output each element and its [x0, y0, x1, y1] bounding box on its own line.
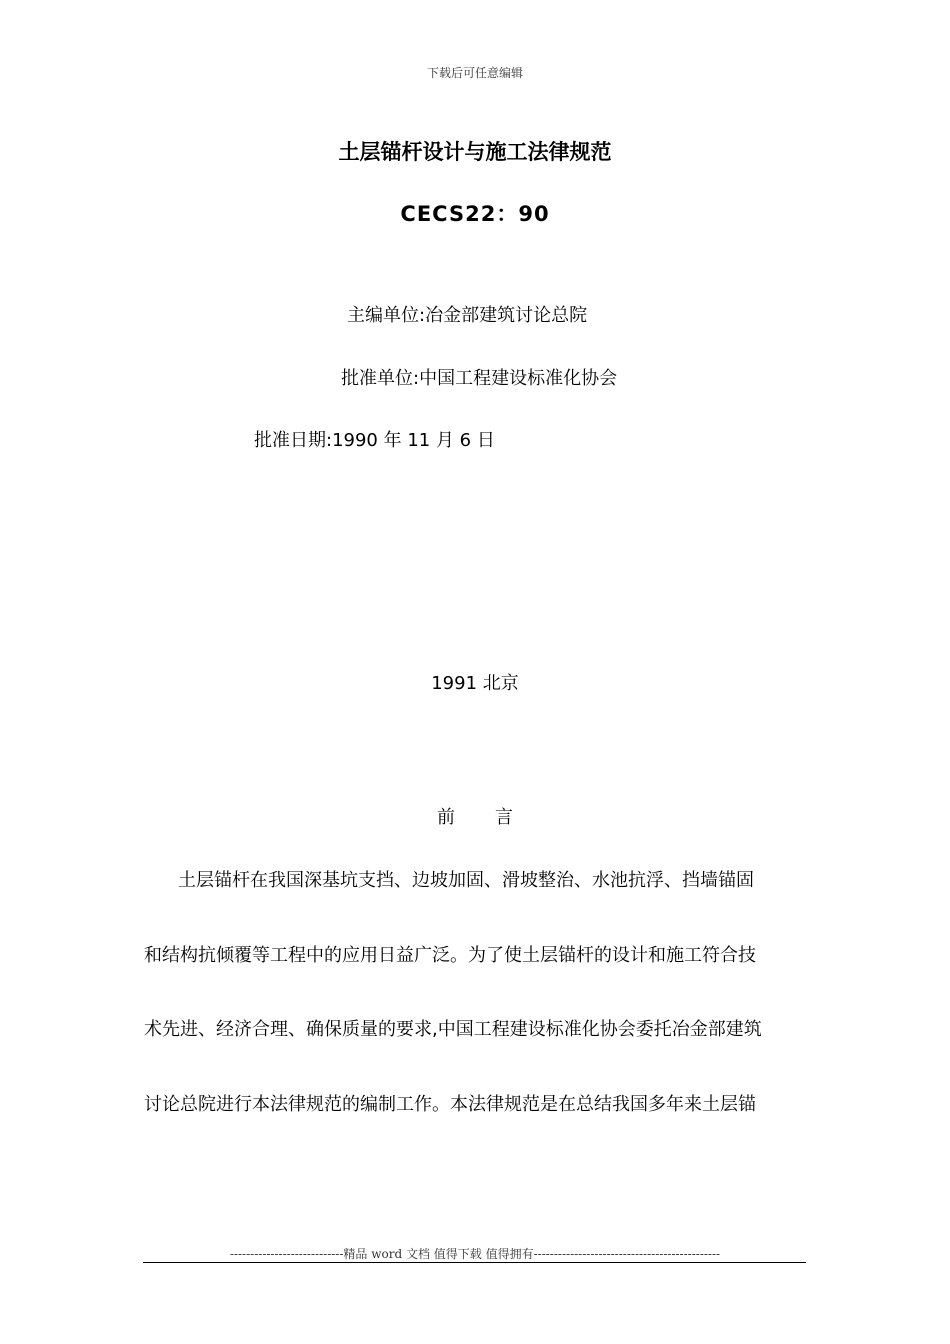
editor-unit: 主编单位:冶金部建筑讨论总院: [347, 305, 588, 326]
preface-heading: [0, 803, 950, 829]
standard-code: CECS22：90: [400, 202, 550, 226]
preface-heading-char-1: 前: [437, 807, 455, 828]
header-note: 下载后可任意编辑: [426, 66, 523, 80]
place-year: 1991 北京: [431, 673, 519, 694]
preface-heading-char-2: 言: [495, 807, 513, 828]
preface-line: 讨论总院进行本法律规范的编制工作。本法律规范是在总结我国多年来土层锚: [144, 1094, 756, 1115]
footer-divider: [143, 1262, 806, 1263]
preface-line: 和结构抗倾覆等工程中的应用日益广泛。为了使土层锚杆的设计和施工符合技: [144, 945, 756, 966]
approval-unit: 批准单位:中国工程建设标准化协会: [341, 368, 618, 389]
preface-line: 术先进、经济合理、确保质量的要求,中国工程建设标准化协会委托冶金部建筑: [144, 1019, 762, 1040]
footer-note: ----------------------------精品 word 文档 值得下载 值得拥有----------------------------------------------: [229, 1247, 721, 1261]
approval-date: 批准日期:1990 年 11 月 6 日: [254, 430, 495, 451]
document-title: 土层锚杆设计与施工法律规范: [338, 140, 612, 164]
preface-line: 土层锚杆在我国深基坑支挡、边坡加固、滑坡整治、水池抗浮、挡墙锚固: [178, 870, 754, 891]
